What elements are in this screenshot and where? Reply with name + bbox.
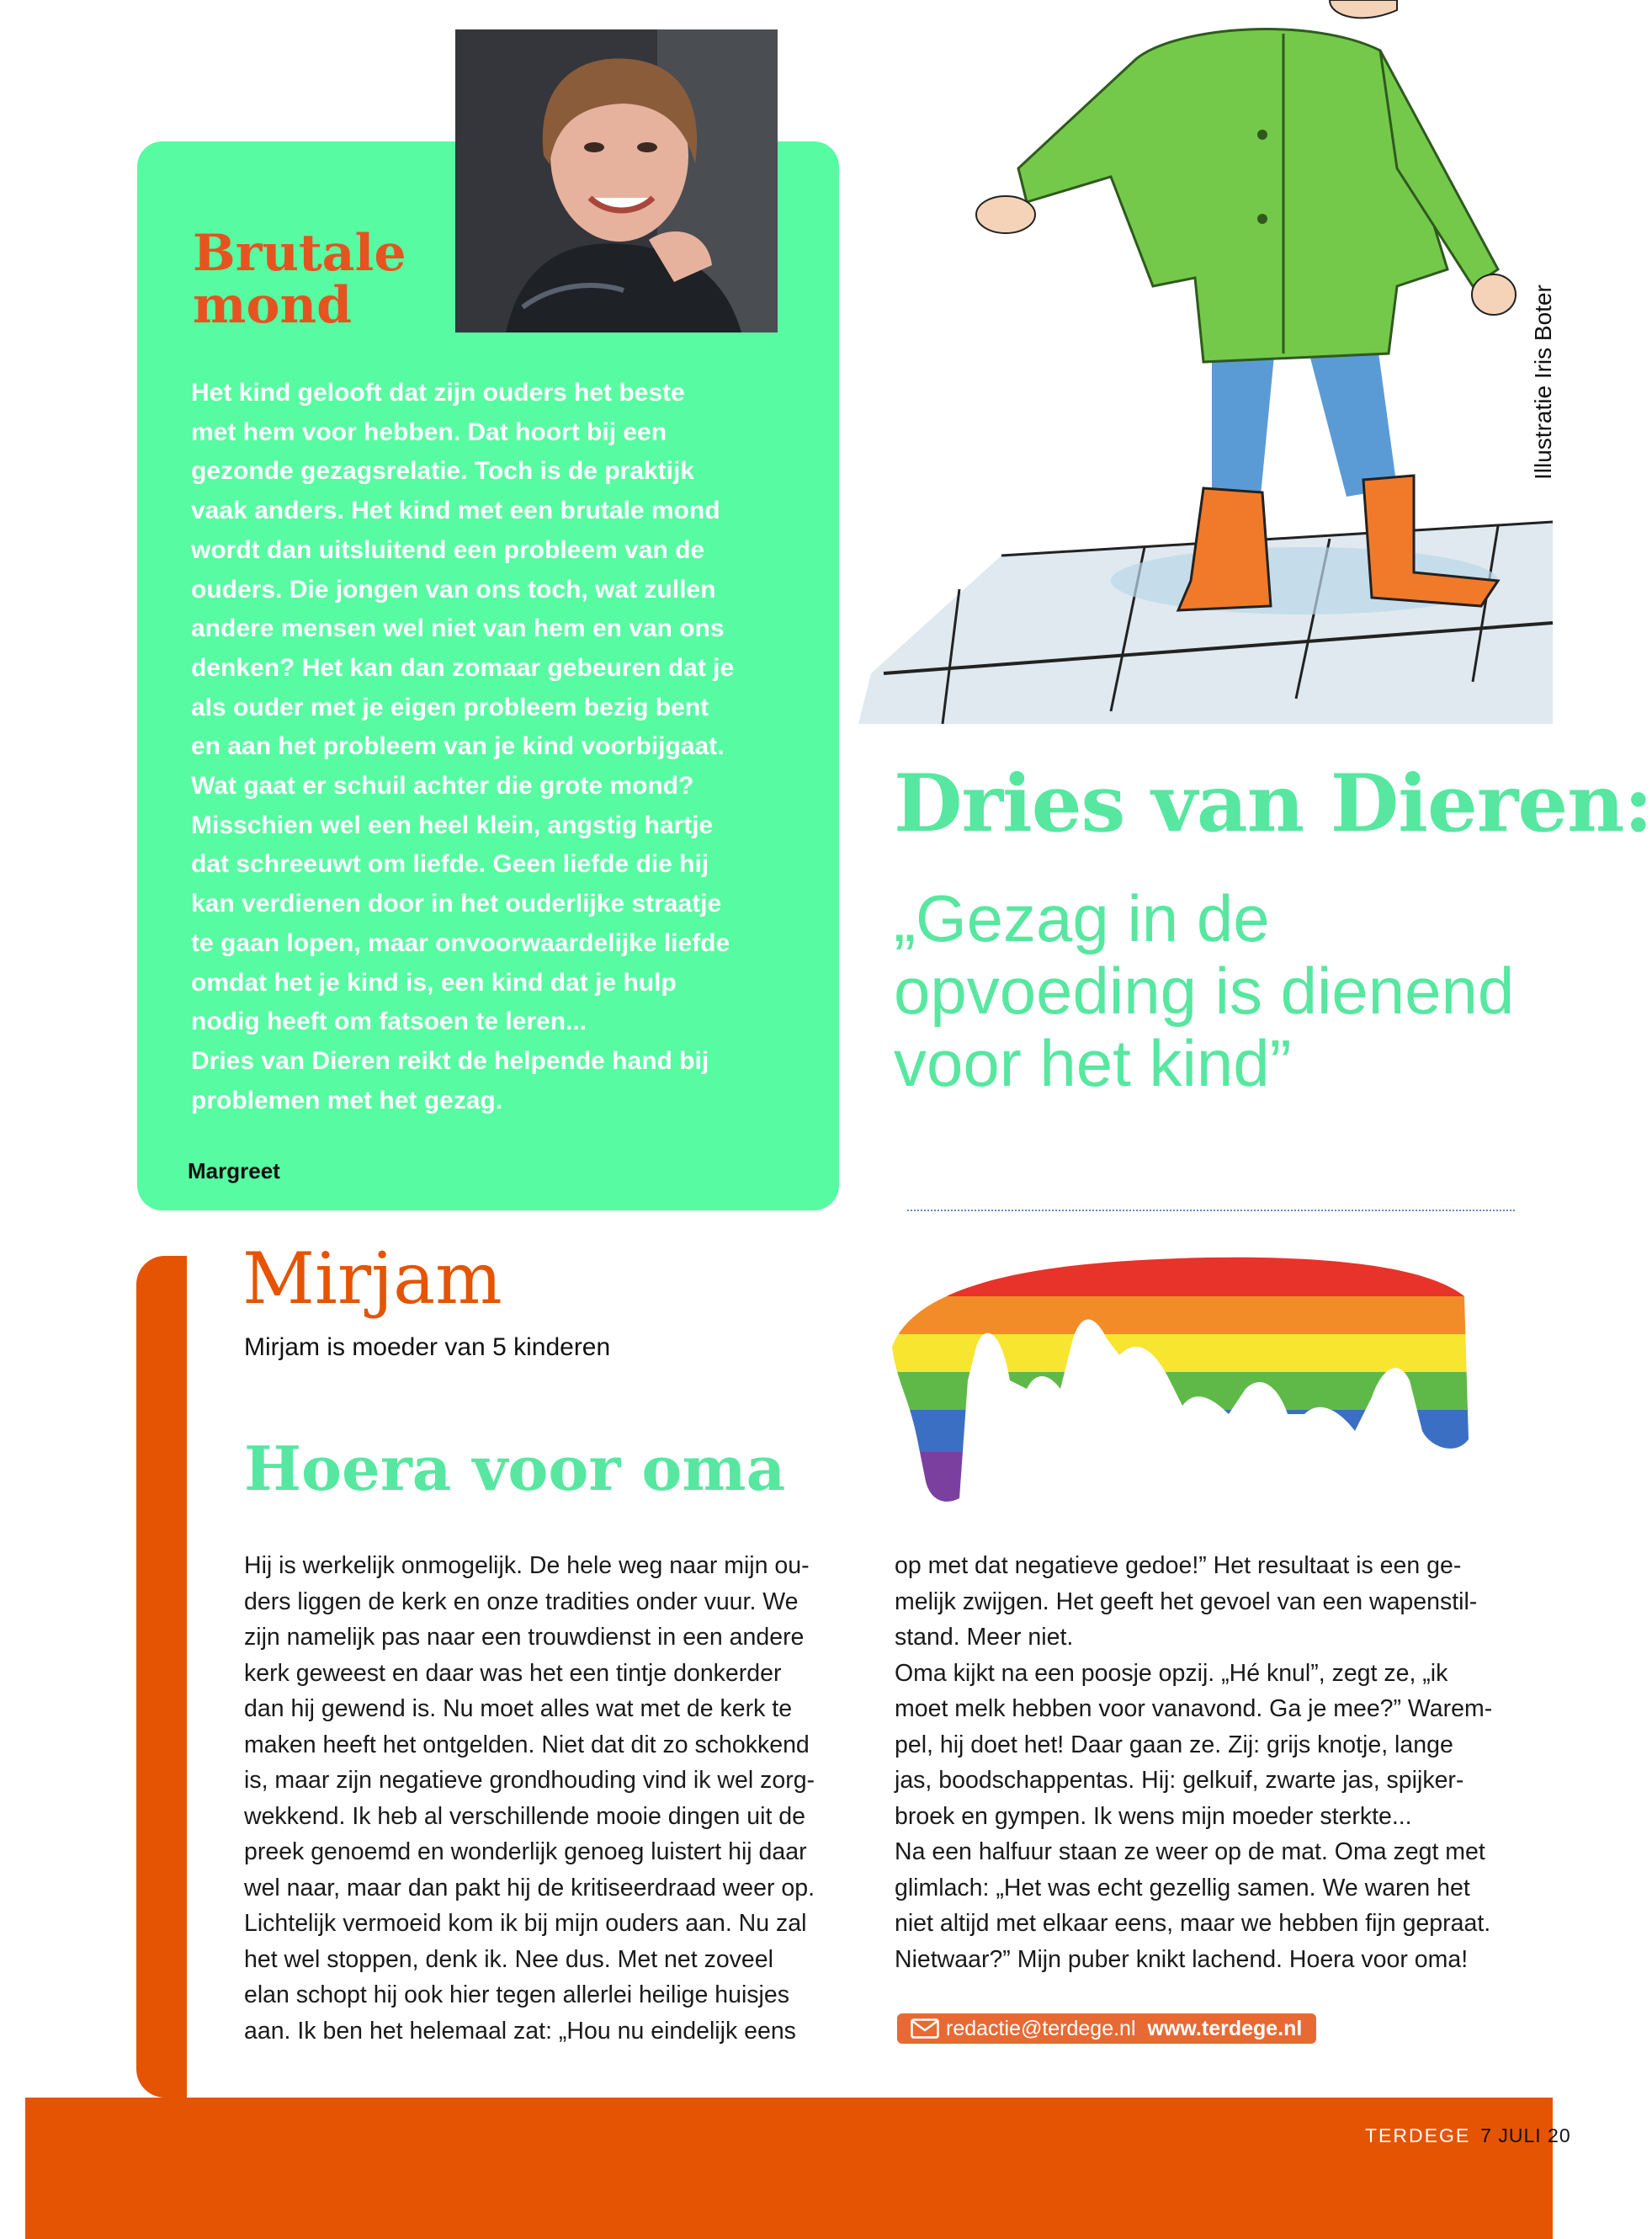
feature-headline: Dries van Dieren: <box>894 758 1652 850</box>
page-footer <box>1365 2125 1571 2147</box>
article-line: niet altijd met elkaar eens, maar we hebben fijn gepraat. <box>895 1910 1491 1937</box>
card-body-line: kan verdienen door in het ouderlijke straatje <box>191 890 722 918</box>
contact-website[interactable]: www.terdege.nl <box>1147 2016 1303 2040</box>
article-line: Hij is werkelijk onmogelijk. De hele weg naar mijn ou- <box>244 1552 810 1579</box>
illustration-credit: Illustratie Iris Boter <box>1530 285 1556 480</box>
article-line: Oma kijkt na een poosje opzij. „Hé knul”, zegt ze, „ik <box>895 1659 1448 1687</box>
article-line: moet melk hebben voor vanavond. Ga je mee?” Warem- <box>895 1695 1493 1722</box>
article-line: wekkend. Ik heb al verschillende mooie dingen uit de <box>244 1802 805 1830</box>
footer-band <box>25 2098 1553 2239</box>
feature-quote <box>894 882 1550 1099</box>
card-body-line: met hem voor hebben. Dat hoort bij een <box>191 417 667 446</box>
article-line: ders liggen de kerk en onze tradities onder vuur. We <box>244 1588 799 1615</box>
contact-bar <box>897 2013 1316 2044</box>
card-title <box>193 224 406 335</box>
card-body-line: gezonde gezagsrelatie. Toch is de praktijk <box>191 457 694 486</box>
article-line: pel, hij doet het! Daar gaan ze. Zij: grijs knotje, lange <box>895 1731 1453 1758</box>
article-line: zijn namelijk pas naar een trouwdienst in een andere <box>244 1624 805 1651</box>
card-title-line-2: mond <box>193 276 353 335</box>
feature-quote-line: voor het kind” <box>894 1026 1292 1100</box>
card-body-line: Wat gaat er schuil achter die grote mond? <box>191 772 694 800</box>
footer-magazine: TERDEGE <box>1365 2125 1471 2146</box>
rainbow-illustration <box>884 1246 1473 1507</box>
card-body-line: andere mensen wel niet van hem en van ons <box>191 614 725 643</box>
article-line: Lichtelijk vermoeid kom ik bij mijn ouders aan. Nu zal <box>244 1910 807 1937</box>
article-line: aan. Ik ben het helemaal zat: „Hou nu eindelijk eens <box>244 2017 796 2045</box>
article-line: jas, boodschappentas. Hij: gelkuif, zwarte jas, spijker- <box>895 1767 1464 1794</box>
article-line: het wel stoppen, denk ik. Nee dus. Met net zoveel <box>244 1945 773 1973</box>
column-frame <box>136 1256 187 2098</box>
contact-email[interactable]: redactie@terdege.nl <box>946 2016 1136 2040</box>
column-title: Hoera voor oma <box>244 1433 786 1504</box>
card-title-line-1: Brutale <box>193 224 406 283</box>
feature-quote-line: opvoeding is dienend <box>894 954 1515 1028</box>
divider <box>907 1210 1515 1211</box>
column-subtitle: Mirjam is moeder van 5 kinderen <box>244 1333 611 1361</box>
card-body-line: en aan het probleem van je kind voorbijgaat. <box>191 732 725 761</box>
article-line: is, maar zijn negatieve grondhouding vind ik wel zorg- <box>244 1767 815 1794</box>
card-body-line: ouders. Die jongen van ons toch, wat zullen <box>191 575 716 604</box>
article-line: broek en gympen. Ik wens mijn moeder sterkte... <box>895 1802 1412 1830</box>
envelope-icon <box>911 2018 939 2039</box>
card-body-line: wordt dan uitsluitend een probleem van de <box>191 535 705 564</box>
card-body-line: nodig heeft om fatsoen te leren... <box>191 1008 587 1036</box>
article-line: dan hij gewend is. Nu moet alles wat met de kerk te <box>244 1695 793 1722</box>
card-body-line: Het kind gelooft dat zijn ouders het beste <box>191 379 685 407</box>
card-body-line: omdat het je kind is, een kind dat je hulp <box>191 968 677 997</box>
child-illustration <box>858 0 1553 724</box>
card-body-line: Misschien wel een heel klein, angstig hartje <box>191 811 714 839</box>
article-line: Na een halfuur staan ze weer op de mat. Oma zegt met <box>895 1838 1485 1865</box>
card-author: Margreet <box>188 1158 280 1183</box>
feature-quote-line: „Gezag in de <box>894 881 1270 955</box>
article-line: melijk zwijgen. Het geeft het gevoel van een wapenstil- <box>895 1588 1478 1615</box>
card-body-line: te gaan lopen, maar onvoorwaardelijke liefde <box>191 928 730 957</box>
article-line: Nietwaar?” Mijn puber knikt lachend. Hoera voor oma! <box>895 1945 1469 1973</box>
card-body-line: dat schreeuwt om liefde. Geen liefde die hij <box>191 850 709 879</box>
card-body-line: als ouder met je eigen probleem bezig bent <box>191 693 709 721</box>
card-body <box>191 374 805 1120</box>
article-line: maken heeft het ontgelden. Niet dat dit zo schokkend <box>244 1731 810 1758</box>
article-line: stand. Meer niet. <box>895 1624 1074 1651</box>
article-line: wel naar, maar dan pakt hij de kritiseerdraad weer op. <box>244 1874 815 1901</box>
column-name: Mirjam <box>242 1237 502 1320</box>
card-body-line: problemen met het gezag. <box>191 1086 503 1114</box>
author-photo <box>455 29 778 332</box>
footer-date: 7 JULI 20 <box>1480 2125 1571 2146</box>
article-line: kerk geweest en daar was het een tintje donkerder <box>244 1659 782 1687</box>
article-line: glimlach: „Het was echt gezellig samen. We waren het <box>895 1874 1470 1901</box>
article-line: preek genoemd en wonderlijk genoeg luistert hij daar <box>244 1838 807 1865</box>
article-column-right <box>895 1548 1509 1977</box>
card-body-line: Dries van Dieren reikt de helpende hand bij <box>191 1046 709 1075</box>
article-column-left <box>244 1548 842 2049</box>
card-body-line: denken? Het kan dan zomaar gebeuren dat je <box>191 653 735 682</box>
article-line: op met dat negatieve gedoe!” Het resultaat is een ge- <box>895 1552 1462 1579</box>
card-body-line: vaak anders. Het kind met een brutale mond <box>191 497 720 525</box>
article-line: elan schopt hij ook hier tegen allerlei heilige huisjes <box>244 1981 789 2008</box>
